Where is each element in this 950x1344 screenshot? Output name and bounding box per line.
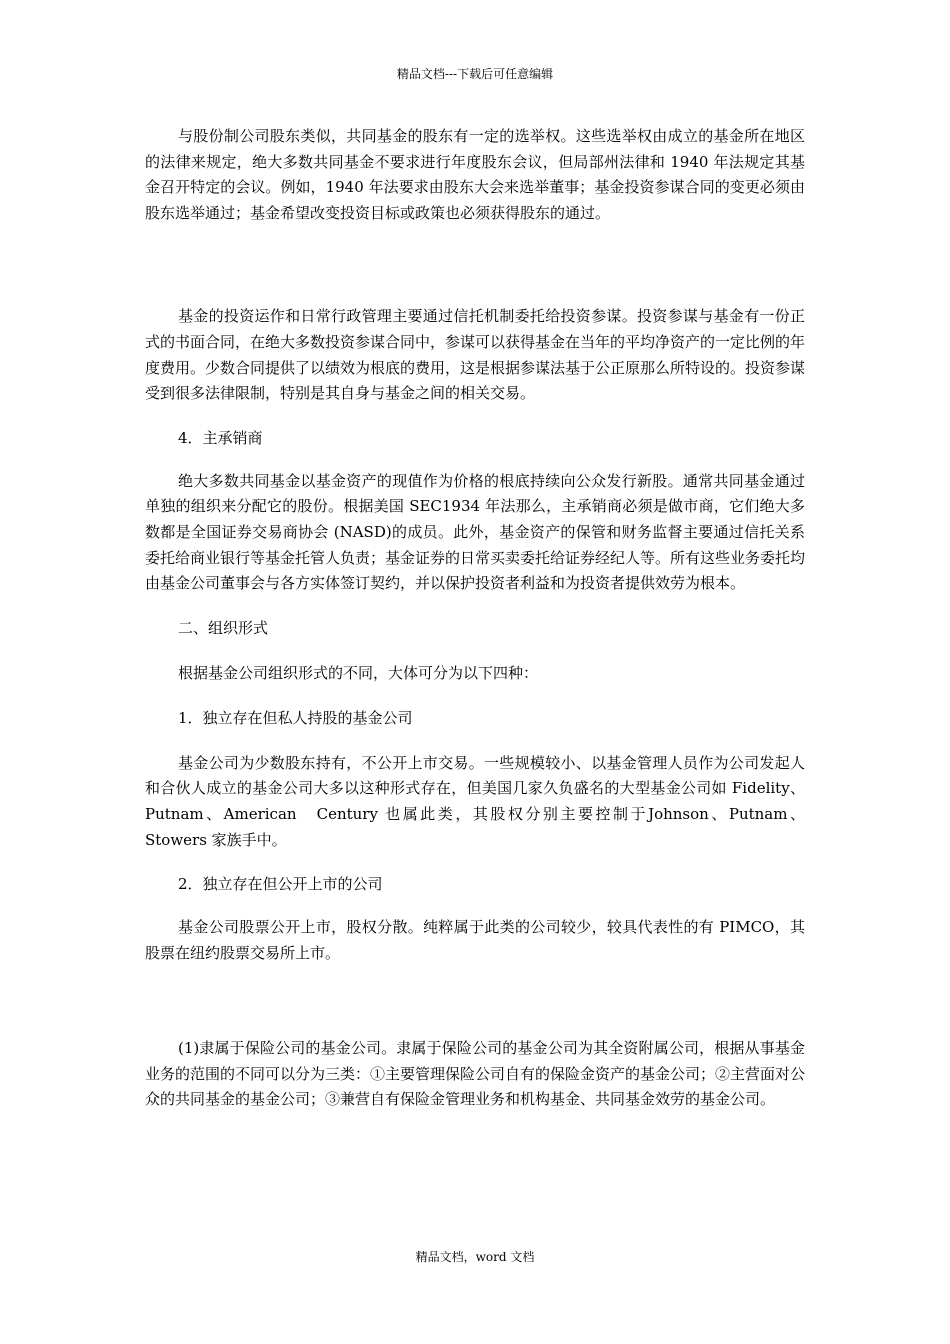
paragraph-investment-advisor: 基金的投资运作和日常行政管理主要通过信托机制委托给投资参谋。投资参谋与基金有一份正式的书面合同，在绝大多数投资参谋合同中，参谋可以获得基金在当年的平均净资产的一定比例的年度费用。少数合同提供了以绩效为根底的费用，这是根据参谋法基于公正原那么所特设的。投资参谋受到很多法律限制，特别是其自身与基金之间的相关交易。 (145, 307, 806, 403)
paragraph-underwriter: 绝大多数共同基金以基金资产的现值作为价格的根底持续向公众发行新股。通常共同基金通过单独的组织来分配它的股份。根据美国 SEC1934 年法那么，主承销商必须是做市商，它们绝大多数都是全国证券交易商协会 (NASD)的成员。此外，基金资产的保管和财务监督主要通过信托关系委托给商业银行等基金托管人负责；基金证券的日常买卖委托给证券经纪人等。所有这些业务委托均由基金公司董事会与各方实体签订契约，并以保护投资者利益和为投资者提供效劳为根本。 (145, 471, 806, 593)
heading-public-company: 2．独立存在但公开上市的公司 (178, 875, 383, 894)
paragraph-insurance-subsidiary: (1)隶属于保险公司的基金公司。隶属于保险公司的基金公司为其全资附属公司，根据从事基金业务的范围的不同可以分为三类：①主要管理保险公司自有的保险金资产的基金公司；②主营面对公众的共同基金的基金公司；③兼营自有保险金管理业务和机构基金、共同基金效劳的基金公司。 (145, 1039, 806, 1109)
heading-underwriter: 4．主承销商 (178, 428, 263, 447)
paragraph-four-types: 根据基金公司组织形式的不同，大体可分为以下四种： (178, 663, 539, 682)
paragraph-shareholder-rights: 与股份制公司股东类似，共同基金的股东有一定的选举权。这些选举权由成立的基金所在地区的法律来规定，绝大多数共同基金不要求进行年度股东会议，但局部州法律和 1940 年法规定其基金召开特定的会议。例如，1940 年法要求由股东大会来选举董事；基金投资参谋合同的变更必须由股东选举通过；基金希望改变投资目标或政策也必须获得股东的通过。 (145, 127, 805, 222)
page-header: 精品文档---下载后可任意编辑 (396, 67, 554, 81)
paragraph-public-company: 基金公司股票公开上市，股权分散。纯粹属于此类的公司较少，较具代表性的有 PIMCO，其股票在纽约股票交易所上市。 (145, 918, 805, 962)
paragraph-private-company: 基金公司为少数股东持有，不公开上市交易。一些规模较小、以基金管理人员作为公司发起人和合伙人成立的基金公司大多以这种形式存在，但美国几家久负盛名的大型基金公司如 Fidelity、Putnam、American Century 也属此类，其股权分别主要控制于Johnson、Putnam、Stowers 家族手中。 (145, 753, 805, 849)
document-body (145, 124, 805, 1113)
page-footer: 精品文档，word 文档 (415, 1250, 535, 1264)
heading-organization-form: 二、组织形式 (178, 618, 269, 637)
heading-private-company: 1．独立存在但私人持股的基金公司 (178, 708, 413, 727)
